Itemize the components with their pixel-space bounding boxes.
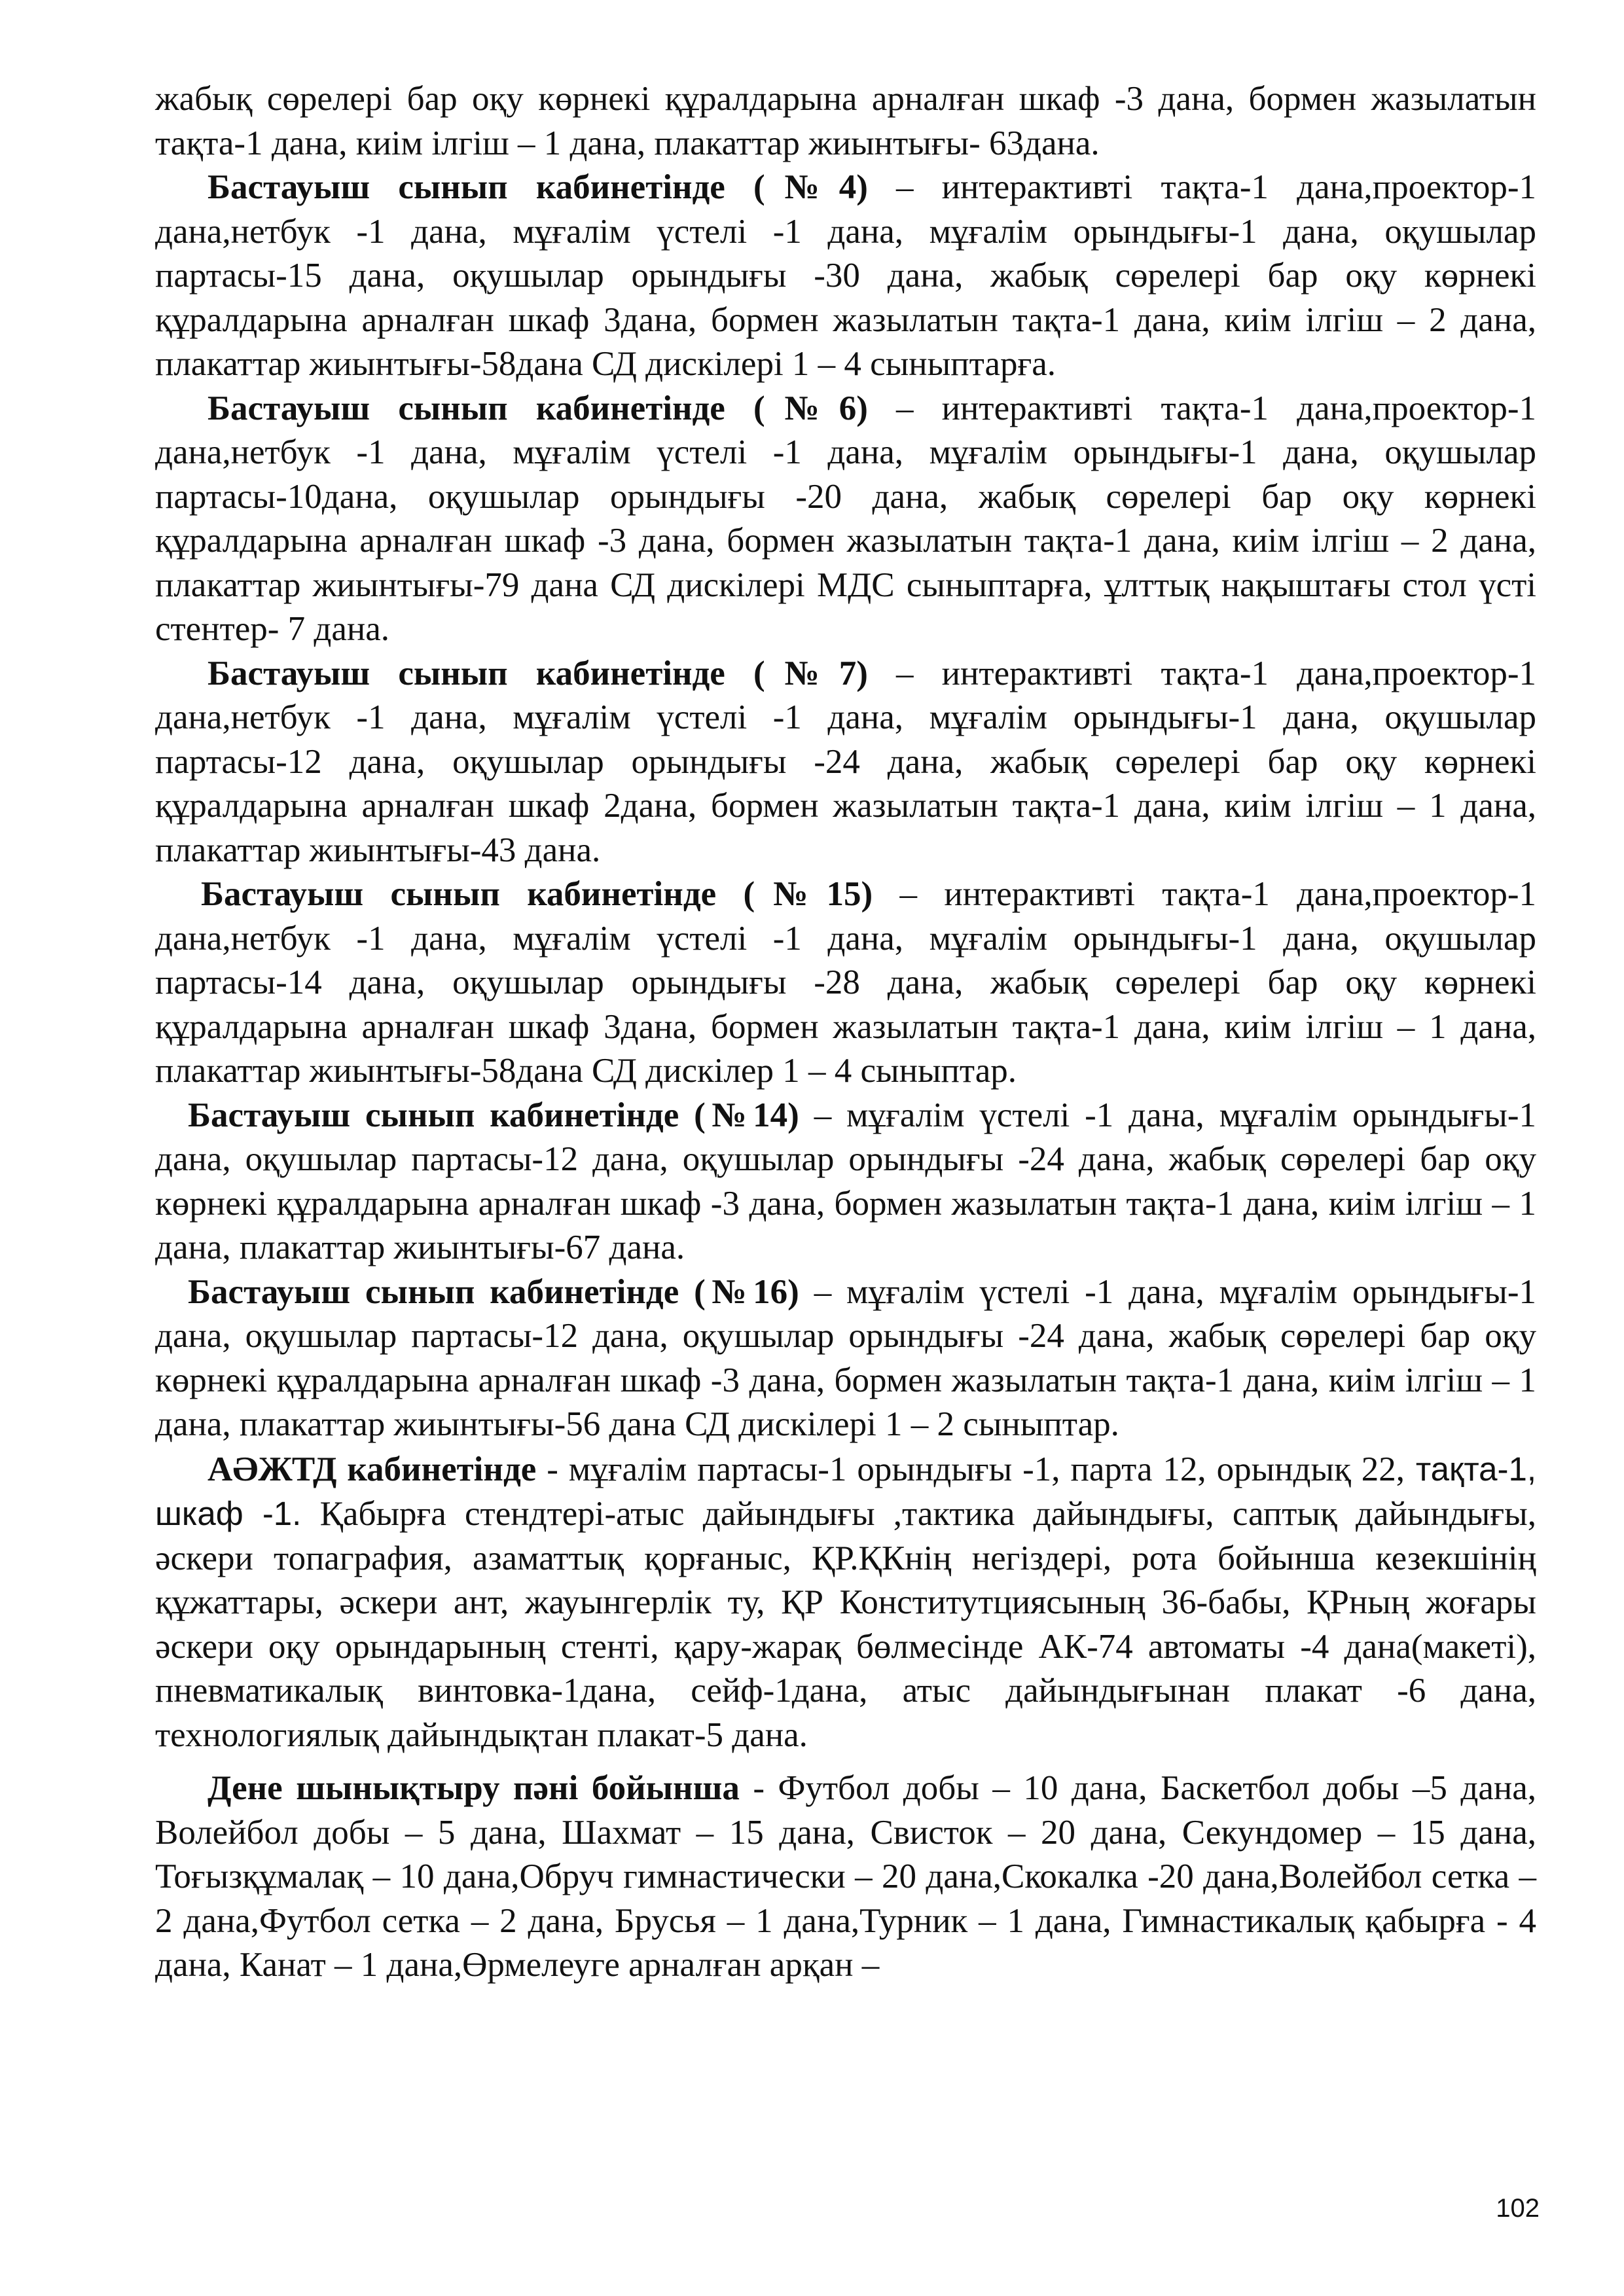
paragraph-heading: Бастауыш сынып кабинетінде (№6) (208, 389, 868, 427)
paragraph-text: – мұғалім үстелі -1 дана, мұғалім орындығы-1 дана, оқушылар партасы-12 дана, оқушылар орындығы -24 дана, жабық сөрелері бар оқу көрнекі құралдарына арналған шкаф -3 дана, бормен жазылатын тақта-1 дана, киім ілгіш – 1 дана, плакаттар жиынтығы-56 дана СД дискілері 1 – 2 сыныптар. (155, 1272, 1536, 1443)
paragraph-heading: Бастауыш сынып кабинетінде (№15) (201, 875, 873, 913)
paragraph-text: - Футбол добы – 10 дана, Баскетбол добы –5 дана, Волейбол добы – 5 дана, Шахмат – 15 дана, Свисток – 20 дана, Секундомер – 15 дана, Тоғызқұмалақ – 10 дана,Обруч гимнастически – 20 дана,Скокалка -20 дана,Волейбол сетка – 2 дана,Футбол сетка – 2 дана, Брусья – 1 дана,Турник – 1 дана, Гимнастикалық қабырға - 4 дана, Канат – 1 дана,Өрмелеуге арналған арқан – (155, 1769, 1536, 1984)
paragraph-text-pre: - мұғалім партасы-1 орындығы -1, парта 12, орындық 22, (536, 1450, 1405, 1488)
paragraph-text: – интерактивті тақта-1 дана,проектор-1 дана,нетбук -1 дана, мұғалім үстелі -1 дана, мұғалім орындығы-1 дана, оқушылар партасы-14 дана, оқушылар орындығы -28 дана, жабық сөрелері бар оқу көрнекі құралдарына арналған шкаф 3дана, бормен жазылатын тақта-1 дана, киім ілгіш – 1 дана, плакаттар жиынтығы-58дана СД дискілер 1 – 4 сыныптар. (155, 875, 1537, 1090)
paragraph-heading: Дене шынықтыру пәні бойынша (208, 1769, 740, 1807)
page-number: 102 (1496, 2194, 1540, 2223)
paragraph-text: – интерактивті тақта-1 дана,проектор-1 дана,нетбук -1 дана, мұғалім үстелі -1 дана, мұғалім орындығы-1 дана, оқушылар партасы-10дана, оқушылар орындығы -20 дана, жабық сөрелері бар оқу көрнекі құралдарына арналған шкаф -3 дана, бормен жазылатын тақта-1 дана, киім ілгіш – 2 дана, плакаттар жиынтығы-79 дана СД дискілері МДС сыныптарға, ұлттық нақыштағы стол үсті стентер- 7 дана. (155, 389, 1536, 648)
paragraph-cabinet-4 (155, 166, 1536, 387)
paragraph-text: – интерактивті тақта-1 дана,проектор-1 дана,нетбук -1 дана, мұғалім үстелі -1 дана, мұғалім орындығы-1 дана, оқушылар партасы-12 дана, оқушылар орындығы -24 дана, жабық сөрелері бар оқу көрнекі құралдарына арналған шкаф 2дана, бормен жазылатын тақта-1 дана, киім ілгіш – 1 дана, плакаттар жиынтығы-43 дана. (155, 654, 1536, 869)
paragraph-heading: Бастауыш сынып кабинетінде (№14) (188, 1096, 799, 1134)
paragraph-heading: Бастауыш сынып кабинетінде (№7) (208, 654, 868, 692)
paragraph-heading: Бастауыш сынып кабинетінде (№4) (208, 168, 868, 206)
paragraph-physical-education (155, 1767, 1536, 1988)
paragraph-text: – мұғалім үстелі -1 дана, мұғалім орындығы-1 дана, оқушылар партасы-12 дана, оқушылар орындығы -24 дана, жабық сөрелері бар оқу көрнекі құралдарына арналған шкаф -3 дана, бормен жазылатын тақта-1 дана, киім ілгіш – 1 дана, плакаттар жиынтығы-67 дана. (155, 1096, 1536, 1266)
paragraph-cabinet-15 (155, 872, 1536, 1094)
paragraph-text-sans: тақта-1, шкаф -1. (155, 1450, 1536, 1532)
paragraph-text: жабық сөрелері бар оқу көрнекі құралдарына арналған шкаф -3 дана, бормен жазылатын тақта-1 дана, киім ілгіш – 1 дана, плакаттар жиынтығы- 63дана. (155, 80, 1536, 162)
paragraph-heading: Бастауыш сынып кабинетінде (№16) (188, 1272, 799, 1311)
paragraph-text: Қабырға стендтері-атыс дайындығы ,тактика дайындығы, саптық дайындығы, әскери топаграфия, азаматтық қорғаныс, ҚР.ҚКнің негіздері, рота бойынша кезекшінің құжаттары, әскери ант, жауынгерлік ту, ҚР Конститутциясының 36-бабы, ҚРның жоғары әскери оқу орындарының стенті, қару-жарақ бөлмесінде АК-74 автоматы -4 дана(макеті), пневматикалық винтовка-1дана, сейф-1дана, атыс дайындығынан плакат -6 дана, технологиялық дайындықтан плакат-5 дана. (155, 1495, 1536, 1754)
paragraph-cabinet-6 (155, 387, 1536, 652)
paragraph-cabinet-14 (155, 1094, 1536, 1270)
document-page (155, 77, 1536, 1988)
paragraph-heading: АӘЖТД кабинетінде (208, 1450, 537, 1488)
paragraph-cabinet-16 (155, 1270, 1536, 1447)
paragraph-cabinet-continuation (155, 77, 1536, 166)
paragraph-text: – интерактивті тақта-1 дана,проектор-1 дана,нетбук -1 дана, мұғалім үстелі -1 дана, мұғалім орындығы-1 дана, оқушылар партасы-15 дана, оқушылар орындығы -30 дана, жабық сөрелері бар оқу көрнекі құралдарына арналған шкаф 3дана, бормен жазылатын тақта-1 дана, киім ілгіш – 2 дана, плакаттар жиынтығы-58дана СД дискілері 1 – 4 сыныптарға. (155, 168, 1536, 383)
paragraph-aezhtd-cabinet (155, 1447, 1536, 1758)
paragraph-cabinet-7 (155, 652, 1536, 873)
